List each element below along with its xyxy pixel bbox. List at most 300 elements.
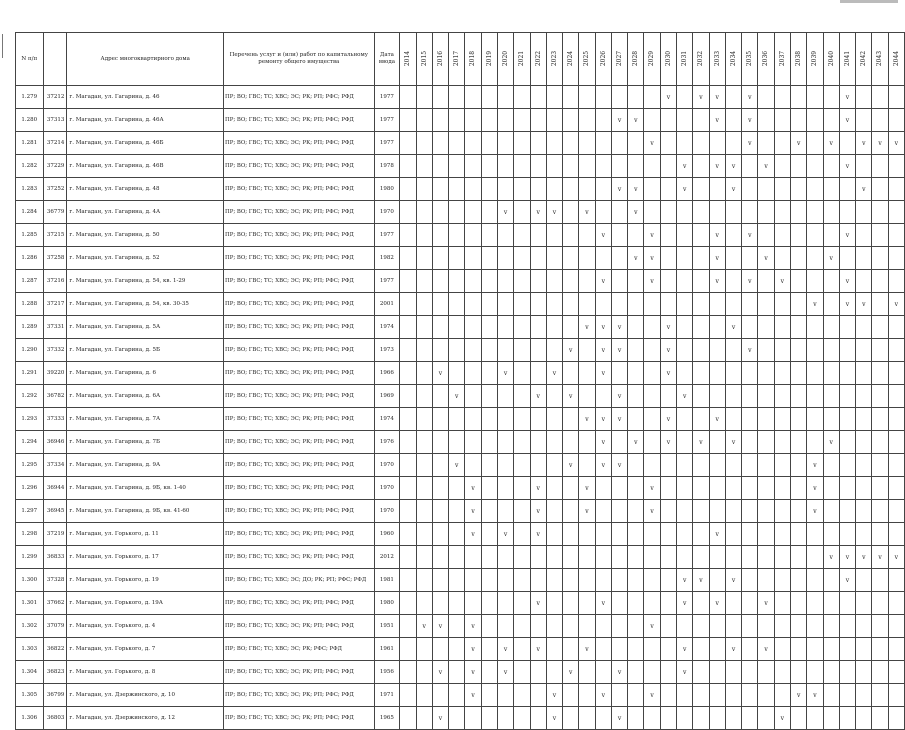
year-cell <box>514 385 530 408</box>
year-cell <box>774 454 790 477</box>
year-cell <box>774 247 790 270</box>
year-cell <box>400 477 416 500</box>
year-cell <box>693 362 709 385</box>
year-cell <box>839 155 855 178</box>
year-cell <box>758 339 774 362</box>
year-cell <box>758 86 774 109</box>
table-row <box>16 247 905 270</box>
check-mark: v <box>894 300 899 308</box>
year-cell <box>546 592 562 615</box>
check-mark: v <box>601 599 605 607</box>
year-cell <box>888 224 904 247</box>
year-cell <box>481 408 497 431</box>
house-code: 37328 <box>43 569 67 592</box>
year-cell <box>481 500 497 523</box>
check-mark: v <box>666 93 671 101</box>
year-cell <box>758 247 774 270</box>
year-cell <box>823 178 839 201</box>
year-cell <box>872 155 888 178</box>
works-list: ПР; ВО; ГВС; ТС; ХВС; ЭС; РК; РП; РФС; РФД <box>224 247 375 270</box>
year-cell <box>758 109 774 132</box>
check-mark: v <box>601 346 605 354</box>
year-cell <box>709 615 725 638</box>
year-cell <box>677 661 693 684</box>
year-cell <box>628 178 644 201</box>
year-cell <box>628 362 644 385</box>
year-cell <box>579 615 595 638</box>
year-cell <box>856 86 872 109</box>
commission-year: 1970 <box>374 500 400 523</box>
year-cell <box>628 638 644 661</box>
check-mark: v <box>552 208 557 216</box>
year-cell <box>888 661 904 684</box>
year-cell <box>432 132 448 155</box>
check-mark: v <box>764 162 768 170</box>
year-cell <box>758 569 774 592</box>
year-cell <box>644 569 660 592</box>
works-list: ПР; ВО; ГВС; ТС; ХВС; ЭС; РК; РП; РФС; РФД <box>224 362 375 385</box>
year-cell <box>644 385 660 408</box>
year-cell <box>416 454 432 477</box>
year-cell <box>856 477 872 500</box>
year-cell <box>758 362 774 385</box>
year-cell <box>530 132 546 155</box>
header-year <box>791 33 807 86</box>
year-cell <box>628 224 644 247</box>
year-cell <box>823 270 839 293</box>
year-cell <box>693 661 709 684</box>
year-cell <box>644 178 660 201</box>
year-cell <box>611 431 627 454</box>
year-cell <box>465 178 481 201</box>
year-cell <box>807 546 823 569</box>
year-cell <box>595 201 611 224</box>
year-cell <box>595 385 611 408</box>
row-number: 1.294 <box>16 431 44 454</box>
year-cell <box>611 684 627 707</box>
year-cell <box>644 201 660 224</box>
year-cell <box>481 684 497 707</box>
year-cell <box>432 707 448 730</box>
year-cell <box>774 270 790 293</box>
year-cell <box>416 385 432 408</box>
check-mark: v <box>601 277 605 285</box>
year-cell <box>677 316 693 339</box>
year-cell <box>628 684 644 707</box>
year-cell <box>807 684 823 707</box>
house-code: 37215 <box>43 224 67 247</box>
check-mark: v <box>731 162 736 170</box>
header-year-label: 2043 <box>876 50 884 67</box>
year-cell <box>628 500 644 523</box>
house-code: 37079 <box>43 615 67 638</box>
year-cell <box>677 385 693 408</box>
year-cell <box>400 155 416 178</box>
year-cell <box>595 86 611 109</box>
year-cell <box>465 339 481 362</box>
year-cell <box>481 316 497 339</box>
commission-year: 1977 <box>374 109 400 132</box>
year-cell <box>644 362 660 385</box>
table-row <box>16 661 905 684</box>
year-cell <box>481 707 497 730</box>
header-year <box>660 33 676 86</box>
year-cell <box>888 408 904 431</box>
year-cell <box>563 201 579 224</box>
year-cell <box>660 385 676 408</box>
year-cell <box>774 684 790 707</box>
year-cell <box>872 638 888 661</box>
year-cell <box>758 224 774 247</box>
check-mark: v <box>748 116 752 124</box>
year-cell <box>856 615 872 638</box>
year-cell <box>742 684 758 707</box>
year-cell <box>546 523 562 546</box>
year-cell <box>514 132 530 155</box>
check-mark: v <box>585 507 589 515</box>
works-list: ПР; ВО; ГВС; ТС; ХВС; ЭС; РК; РП; РФС; РФД <box>224 86 375 109</box>
year-cell <box>725 523 741 546</box>
year-cell <box>823 661 839 684</box>
house-code: 37252 <box>43 178 67 201</box>
header-year <box>497 33 513 86</box>
year-cell <box>465 86 481 109</box>
year-cell <box>725 247 741 270</box>
year-cell <box>823 477 839 500</box>
check-mark: v <box>569 392 573 400</box>
year-cell <box>400 201 416 224</box>
year-cell <box>725 178 741 201</box>
house-code: 36779 <box>43 201 67 224</box>
year-cell <box>611 638 627 661</box>
year-cell <box>628 339 644 362</box>
check-mark: v <box>617 392 622 400</box>
year-cell <box>856 592 872 615</box>
year-cell <box>644 546 660 569</box>
year-cell <box>791 339 807 362</box>
year-cell <box>628 569 644 592</box>
year-cell <box>579 109 595 132</box>
check-mark: v <box>650 139 654 147</box>
year-cell <box>888 707 904 730</box>
year-cell <box>677 362 693 385</box>
year-cell <box>839 638 855 661</box>
year-cell <box>791 569 807 592</box>
year-cell <box>888 477 904 500</box>
year-cell <box>644 270 660 293</box>
year-cell <box>644 592 660 615</box>
year-cell <box>693 638 709 661</box>
check-mark: v <box>601 691 605 699</box>
year-cell <box>579 707 595 730</box>
year-cell <box>823 592 839 615</box>
year-cell <box>481 86 497 109</box>
check-mark: v <box>715 93 719 101</box>
year-cell <box>774 431 790 454</box>
year-cell <box>742 546 758 569</box>
works-list: ПР; ВО; ГВС; ТС; ХВС; ЭС; РК; РП; РФС; РФД <box>224 155 375 178</box>
year-cell <box>791 86 807 109</box>
check-mark: v <box>650 622 654 630</box>
check-mark: v <box>682 599 687 607</box>
header-year-label: 2027 <box>616 50 624 67</box>
year-cell <box>611 155 627 178</box>
year-cell <box>742 339 758 362</box>
check-mark: v <box>617 668 622 676</box>
year-cell <box>465 661 481 684</box>
year-cell <box>465 431 481 454</box>
year-cell <box>709 408 725 431</box>
commission-year: 1977 <box>374 86 400 109</box>
header-year-label: 2040 <box>827 50 835 67</box>
year-cell <box>416 362 432 385</box>
year-cell <box>839 684 855 707</box>
year-cell <box>872 293 888 316</box>
check-mark: v <box>634 185 638 193</box>
year-cell <box>774 385 790 408</box>
row-number: 1.288 <box>16 293 44 316</box>
year-cell <box>432 408 448 431</box>
year-cell <box>807 270 823 293</box>
year-cell <box>807 569 823 592</box>
year-cell <box>481 431 497 454</box>
year-cell <box>725 155 741 178</box>
year-cell <box>888 362 904 385</box>
year-cell <box>628 385 644 408</box>
year-cell <box>742 592 758 615</box>
check-mark: v <box>503 530 508 538</box>
year-cell <box>416 270 432 293</box>
year-cell <box>872 615 888 638</box>
year-cell <box>725 546 741 569</box>
header-year <box>481 33 497 86</box>
table-row <box>16 523 905 546</box>
header-year <box>856 33 872 86</box>
year-cell <box>709 155 725 178</box>
year-cell <box>465 109 481 132</box>
check-mark: v <box>650 254 654 262</box>
year-cell <box>465 132 481 155</box>
year-cell <box>416 155 432 178</box>
year-cell <box>481 178 497 201</box>
check-mark: v <box>878 553 882 561</box>
header-year-label: 2036 <box>762 50 770 67</box>
year-cell <box>888 109 904 132</box>
table-row <box>16 546 905 569</box>
year-cell <box>709 385 725 408</box>
year-cell <box>416 408 432 431</box>
year-cell <box>432 661 448 684</box>
works-list: ПР; ВО; ГВС; ТС; ХВС; ЭС; РК; РП; РФС; РФД <box>224 408 375 431</box>
year-cell <box>823 408 839 431</box>
year-cell <box>758 316 774 339</box>
year-cell <box>481 385 497 408</box>
year-cell <box>644 523 660 546</box>
year-cell <box>888 293 904 316</box>
year-cell <box>872 178 888 201</box>
check-mark: v <box>748 231 752 239</box>
check-mark: v <box>634 438 638 446</box>
year-cell <box>546 431 562 454</box>
year-cell <box>579 362 595 385</box>
commission-year: 1970 <box>374 477 400 500</box>
check-mark: v <box>471 622 475 630</box>
year-cell <box>791 224 807 247</box>
year-cell <box>449 569 465 592</box>
header-year-label: 2041 <box>843 50 851 67</box>
commission-year: 1980 <box>374 178 400 201</box>
year-cell <box>791 500 807 523</box>
year-cell <box>579 523 595 546</box>
check-mark: v <box>634 254 638 262</box>
year-cell <box>823 615 839 638</box>
year-cell <box>709 247 725 270</box>
house-code: 36945 <box>43 500 67 523</box>
commission-year: 1970 <box>374 454 400 477</box>
year-cell <box>595 362 611 385</box>
year-cell <box>709 86 725 109</box>
year-cell <box>595 270 611 293</box>
check-mark: v <box>471 645 475 653</box>
year-cell <box>758 477 774 500</box>
scan-artifact <box>840 0 898 3</box>
year-cell <box>563 109 579 132</box>
year-cell <box>742 201 758 224</box>
house-code: 37331 <box>43 316 67 339</box>
year-cell <box>400 109 416 132</box>
year-cell <box>725 408 741 431</box>
year-cell <box>774 707 790 730</box>
year-cell <box>595 569 611 592</box>
year-cell <box>546 546 562 569</box>
year-cell <box>742 362 758 385</box>
year-cell <box>791 431 807 454</box>
year-cell <box>628 707 644 730</box>
commission-year: 1978 <box>374 155 400 178</box>
year-cell <box>758 431 774 454</box>
year-cell <box>514 201 530 224</box>
year-cell <box>595 454 611 477</box>
commission-year: 1977 <box>374 224 400 247</box>
check-mark: v <box>829 438 833 446</box>
year-cell <box>465 385 481 408</box>
year-cell <box>660 316 676 339</box>
year-cell <box>432 247 448 270</box>
works-list: ПР; ВО; ГВС; ТС; ХВС; ЭС; РК; РП; РФС; РФД <box>224 270 375 293</box>
check-mark: v <box>666 323 671 331</box>
check-mark: v <box>731 645 736 653</box>
header-year <box>839 33 855 86</box>
check-mark: v <box>666 346 671 354</box>
year-cell <box>400 86 416 109</box>
year-cell <box>807 385 823 408</box>
check-mark: v <box>471 668 475 676</box>
house-code: 36833 <box>43 546 67 569</box>
check-mark: v <box>471 507 475 515</box>
year-cell <box>481 362 497 385</box>
year-cell <box>497 316 513 339</box>
year-cell <box>530 638 546 661</box>
year-cell <box>595 592 611 615</box>
year-cell <box>774 155 790 178</box>
year-cell <box>514 408 530 431</box>
check-mark: v <box>666 438 671 446</box>
year-cell <box>823 132 839 155</box>
year-cell <box>595 109 611 132</box>
year-cell <box>693 109 709 132</box>
check-mark: v <box>601 461 605 469</box>
house-code: 36799 <box>43 684 67 707</box>
house-code: 36782 <box>43 385 67 408</box>
house-address: г. Магадан, ул. Гагарина, д. 9А <box>67 454 224 477</box>
year-cell <box>497 500 513 523</box>
year-cell <box>856 270 872 293</box>
year-cell <box>497 615 513 638</box>
year-cell <box>595 132 611 155</box>
year-cell <box>709 178 725 201</box>
year-cell <box>742 431 758 454</box>
year-cell <box>872 684 888 707</box>
year-cell <box>856 178 872 201</box>
year-cell <box>758 155 774 178</box>
commission-year: 1971 <box>374 684 400 707</box>
year-cell <box>530 707 546 730</box>
year-cell <box>416 592 432 615</box>
year-cell <box>465 316 481 339</box>
row-number: 1.306 <box>16 707 44 730</box>
check-mark: v <box>503 645 508 653</box>
year-cell <box>693 385 709 408</box>
year-cell <box>856 431 872 454</box>
year-cell <box>400 523 416 546</box>
year-cell <box>725 454 741 477</box>
check-mark: v <box>845 576 850 584</box>
year-cell <box>758 661 774 684</box>
year-cell <box>563 454 579 477</box>
year-cell <box>514 316 530 339</box>
check-mark: v <box>601 369 605 377</box>
commission-year: 1970 <box>374 201 400 224</box>
year-cell <box>546 638 562 661</box>
year-cell <box>693 569 709 592</box>
row-number: 1.302 <box>16 615 44 638</box>
year-cell <box>807 109 823 132</box>
year-cell <box>416 109 432 132</box>
header-year <box>563 33 579 86</box>
year-cell <box>888 132 904 155</box>
year-cell <box>872 592 888 615</box>
check-mark: v <box>829 553 833 561</box>
year-cell <box>725 362 741 385</box>
header-year <box>530 33 546 86</box>
year-cell <box>839 270 855 293</box>
year-cell <box>400 454 416 477</box>
year-cell <box>709 109 725 132</box>
year-cell <box>530 684 546 707</box>
year-cell <box>628 523 644 546</box>
year-cell <box>400 546 416 569</box>
year-cell <box>514 638 530 661</box>
year-cell <box>758 684 774 707</box>
year-cell <box>416 316 432 339</box>
year-cell <box>693 592 709 615</box>
commission-year: 1981 <box>374 569 400 592</box>
year-cell <box>611 339 627 362</box>
year-cell <box>644 661 660 684</box>
year-cell <box>497 661 513 684</box>
house-code: 36944 <box>43 477 67 500</box>
check-mark: v <box>715 254 719 262</box>
